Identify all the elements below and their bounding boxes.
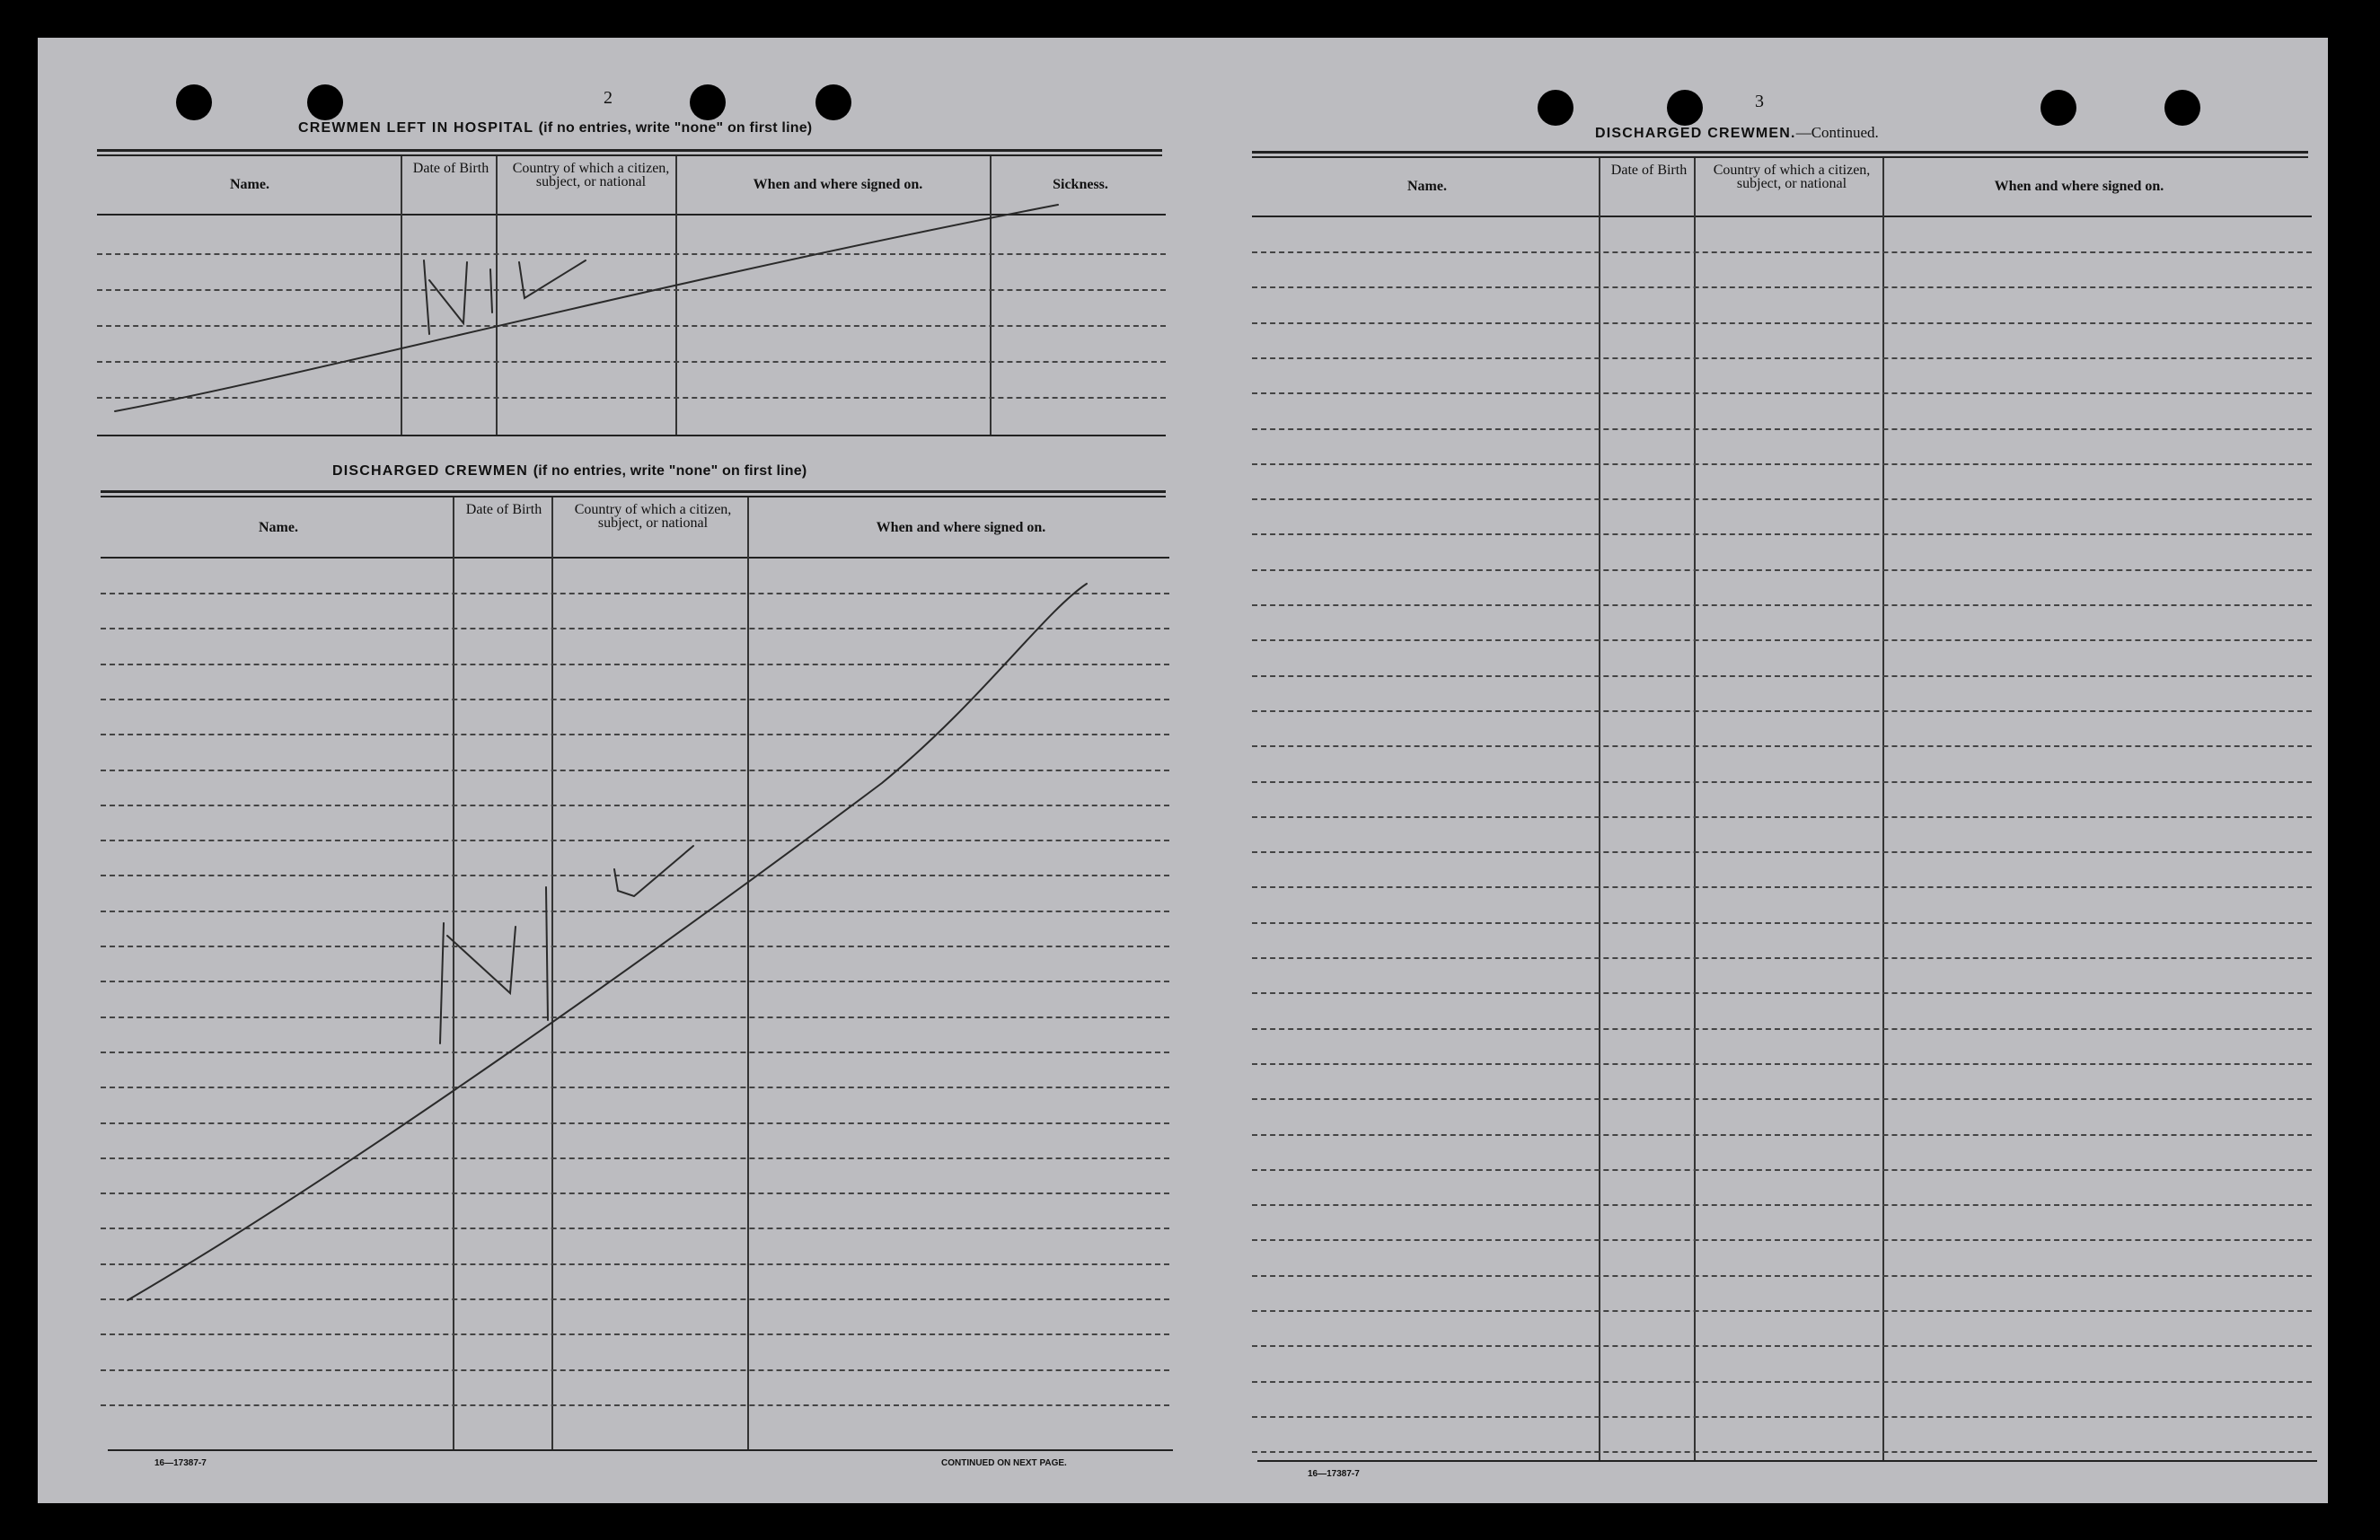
col-header-signed-on: When and where signed on.	[1994, 179, 2164, 194]
col-header-country: Country of which a citizen, subject, or national	[574, 502, 732, 531]
col-header-country: Country of which a citizen, subject, or national	[512, 161, 670, 189]
col-header-date-of-birth: Date of Birth	[465, 502, 542, 517]
discharged-title: DISCHARGED CREWMEN	[332, 463, 529, 479]
right-title: DISCHARGED CREWMEN.	[1595, 126, 1796, 141]
strike-line-discharged	[128, 584, 1087, 1300]
col-header-name: Name.	[259, 520, 298, 535]
col-header-date-of-birth: Date of Birth	[412, 161, 489, 176]
continued-note: CONTINUED ON NEXT PAGE.	[941, 1458, 1067, 1468]
hospital-title: CREWMEN LEFT IN HOSPITAL	[298, 120, 533, 136]
nil-mark-discharged	[440, 846, 693, 1043]
col-header-name: Name.	[230, 177, 269, 192]
form-sheet	[38, 38, 2328, 1503]
strike-line-hospital	[115, 205, 1058, 411]
col-header-signed-on: When and where signed on.	[753, 177, 923, 192]
col-header-date-of-birth: Date of Birth	[1610, 163, 1688, 178]
form-number: 16—17387-7	[1308, 1469, 1360, 1479]
hospital-instruction: (if no entries, write "none" on first line)	[538, 120, 813, 136]
discharged-instruction: (if no entries, write "none" on first line)	[533, 463, 807, 479]
page-number: 3	[1755, 92, 1764, 111]
col-header-signed-on: When and where signed on.	[876, 520, 1046, 535]
form-number: 16—17387-7	[154, 1458, 207, 1468]
col-header-name: Name.	[1407, 179, 1447, 194]
page-number: 2	[604, 88, 613, 108]
nil-mark-hospital	[424, 260, 586, 334]
col-header-sickness: Sickness.	[1053, 177, 1108, 192]
handwriting-layer	[38, 38, 2328, 1503]
col-header-country: Country of which a citizen, subject, or national	[1713, 163, 1871, 191]
right-title-suffix: —Continued.	[1795, 124, 1879, 141]
